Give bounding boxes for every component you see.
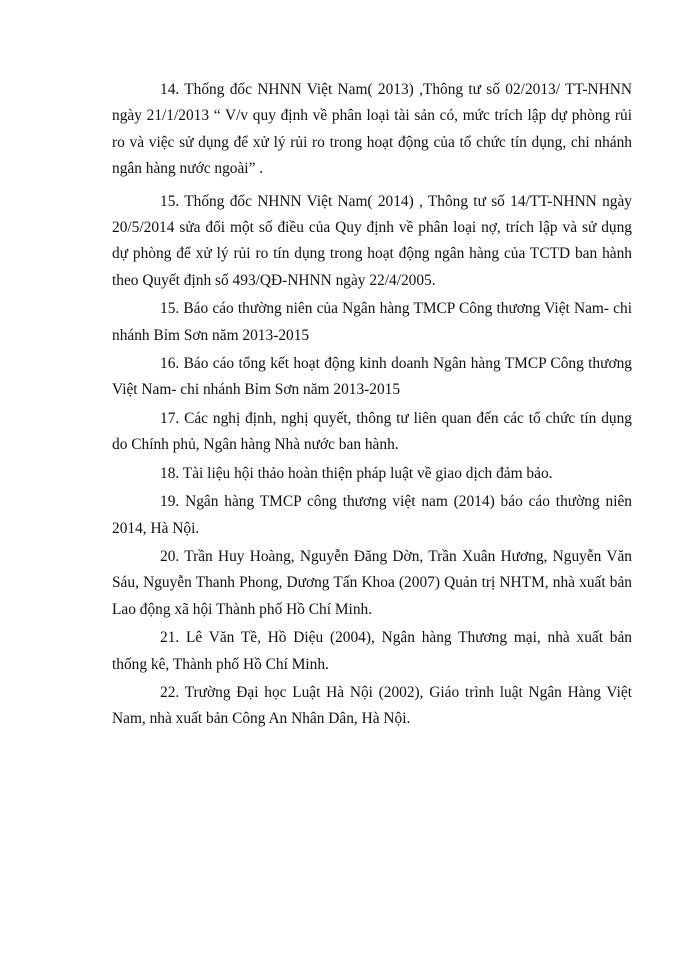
reference-item-20: 20. Trần Huy Hoàng, Nguyễn Đăng Dờn, Trần Xuân Hương, Nguyễn Văn Sáu, Nguyễn Thanh Phong, Dương Tấn Khoa (2007) Quản trị NHTM, nhà xuất bản Lao động xã hội Thành phố Hồ Chí Minh. [112,547,632,618]
reference-item-15b: 15. Báo cáo thường niên của Ngân hàng TMCP Công thương Việt Nam- chi nhánh Bỉm Sơn năm 2013-2015 [112,300,632,344]
reference-item-22: 22. Trường Đại học Luật Hà Nội (2002), Giáo trình luật Ngân Hàng Việt Nam, nhà xuất bản Công An Nhân Dân, Hà Nội. [112,683,632,728]
reference-item-19: 19. Ngân hàng TMCP công thương việt nam (2014) báo cáo thường niên 2014, Hà Nội. [112,493,632,537]
reference-item-14: 14. Thống đốc NHNN Việt Nam( 2013) ,Thông tư số 02/2013/ TT-NHNN ngày 21/1/2013 “ V/v quy định về phân loại tài sản có, mức trích lập dự phòng rủi ro và việc sử dụng để xử lý rủi ro trong hoạt động của tổ chức tín dụng, chi nhánh ngân hàng nước ngoài” . [112,81,632,178]
reference-item-17: 17. Các nghị định, nghị quyết, thông tư liên quan đến các tổ chức tín dụng do Chính phủ, Ngân hàng Nhà nước ban hành. [112,409,632,454]
reference-item-15a: 15. Thống đốc NHNN Việt Nam( 2014) , Thông tư số 14/TT-NHNN ngày 20/5/2014 sửa đổi một số điều của Quy định về phân loại nợ, trích lập và sử dụng dự phòng để xử lý rủi ro tín dụng trong hoạt động ngân hàng của TCTD ban hành theo Quyết định số 493/QĐ-NHNN ngày 22/4/2005. [112,192,632,289]
reference-item-18: 18. Tài liệu hội thảo hoàn thiện pháp luật về giao dịch đảm bảo. [160,464,553,482]
reference-list [112,77,632,733]
reference-item-16: 16. Báo cáo tổng kết hoạt động kinh doanh Ngân hàng TMCP Công thương Việt Nam- chi nhánh Bỉm Sơn năm 2013-2015 [112,355,632,399]
reference-item-21: 21. Lê Văn Tề, Hồ Diệu (2004), Ngân hàng Thương mại, nhà xuất bản thống kê, Thành phố Hồ Chí Minh. [112,629,632,673]
